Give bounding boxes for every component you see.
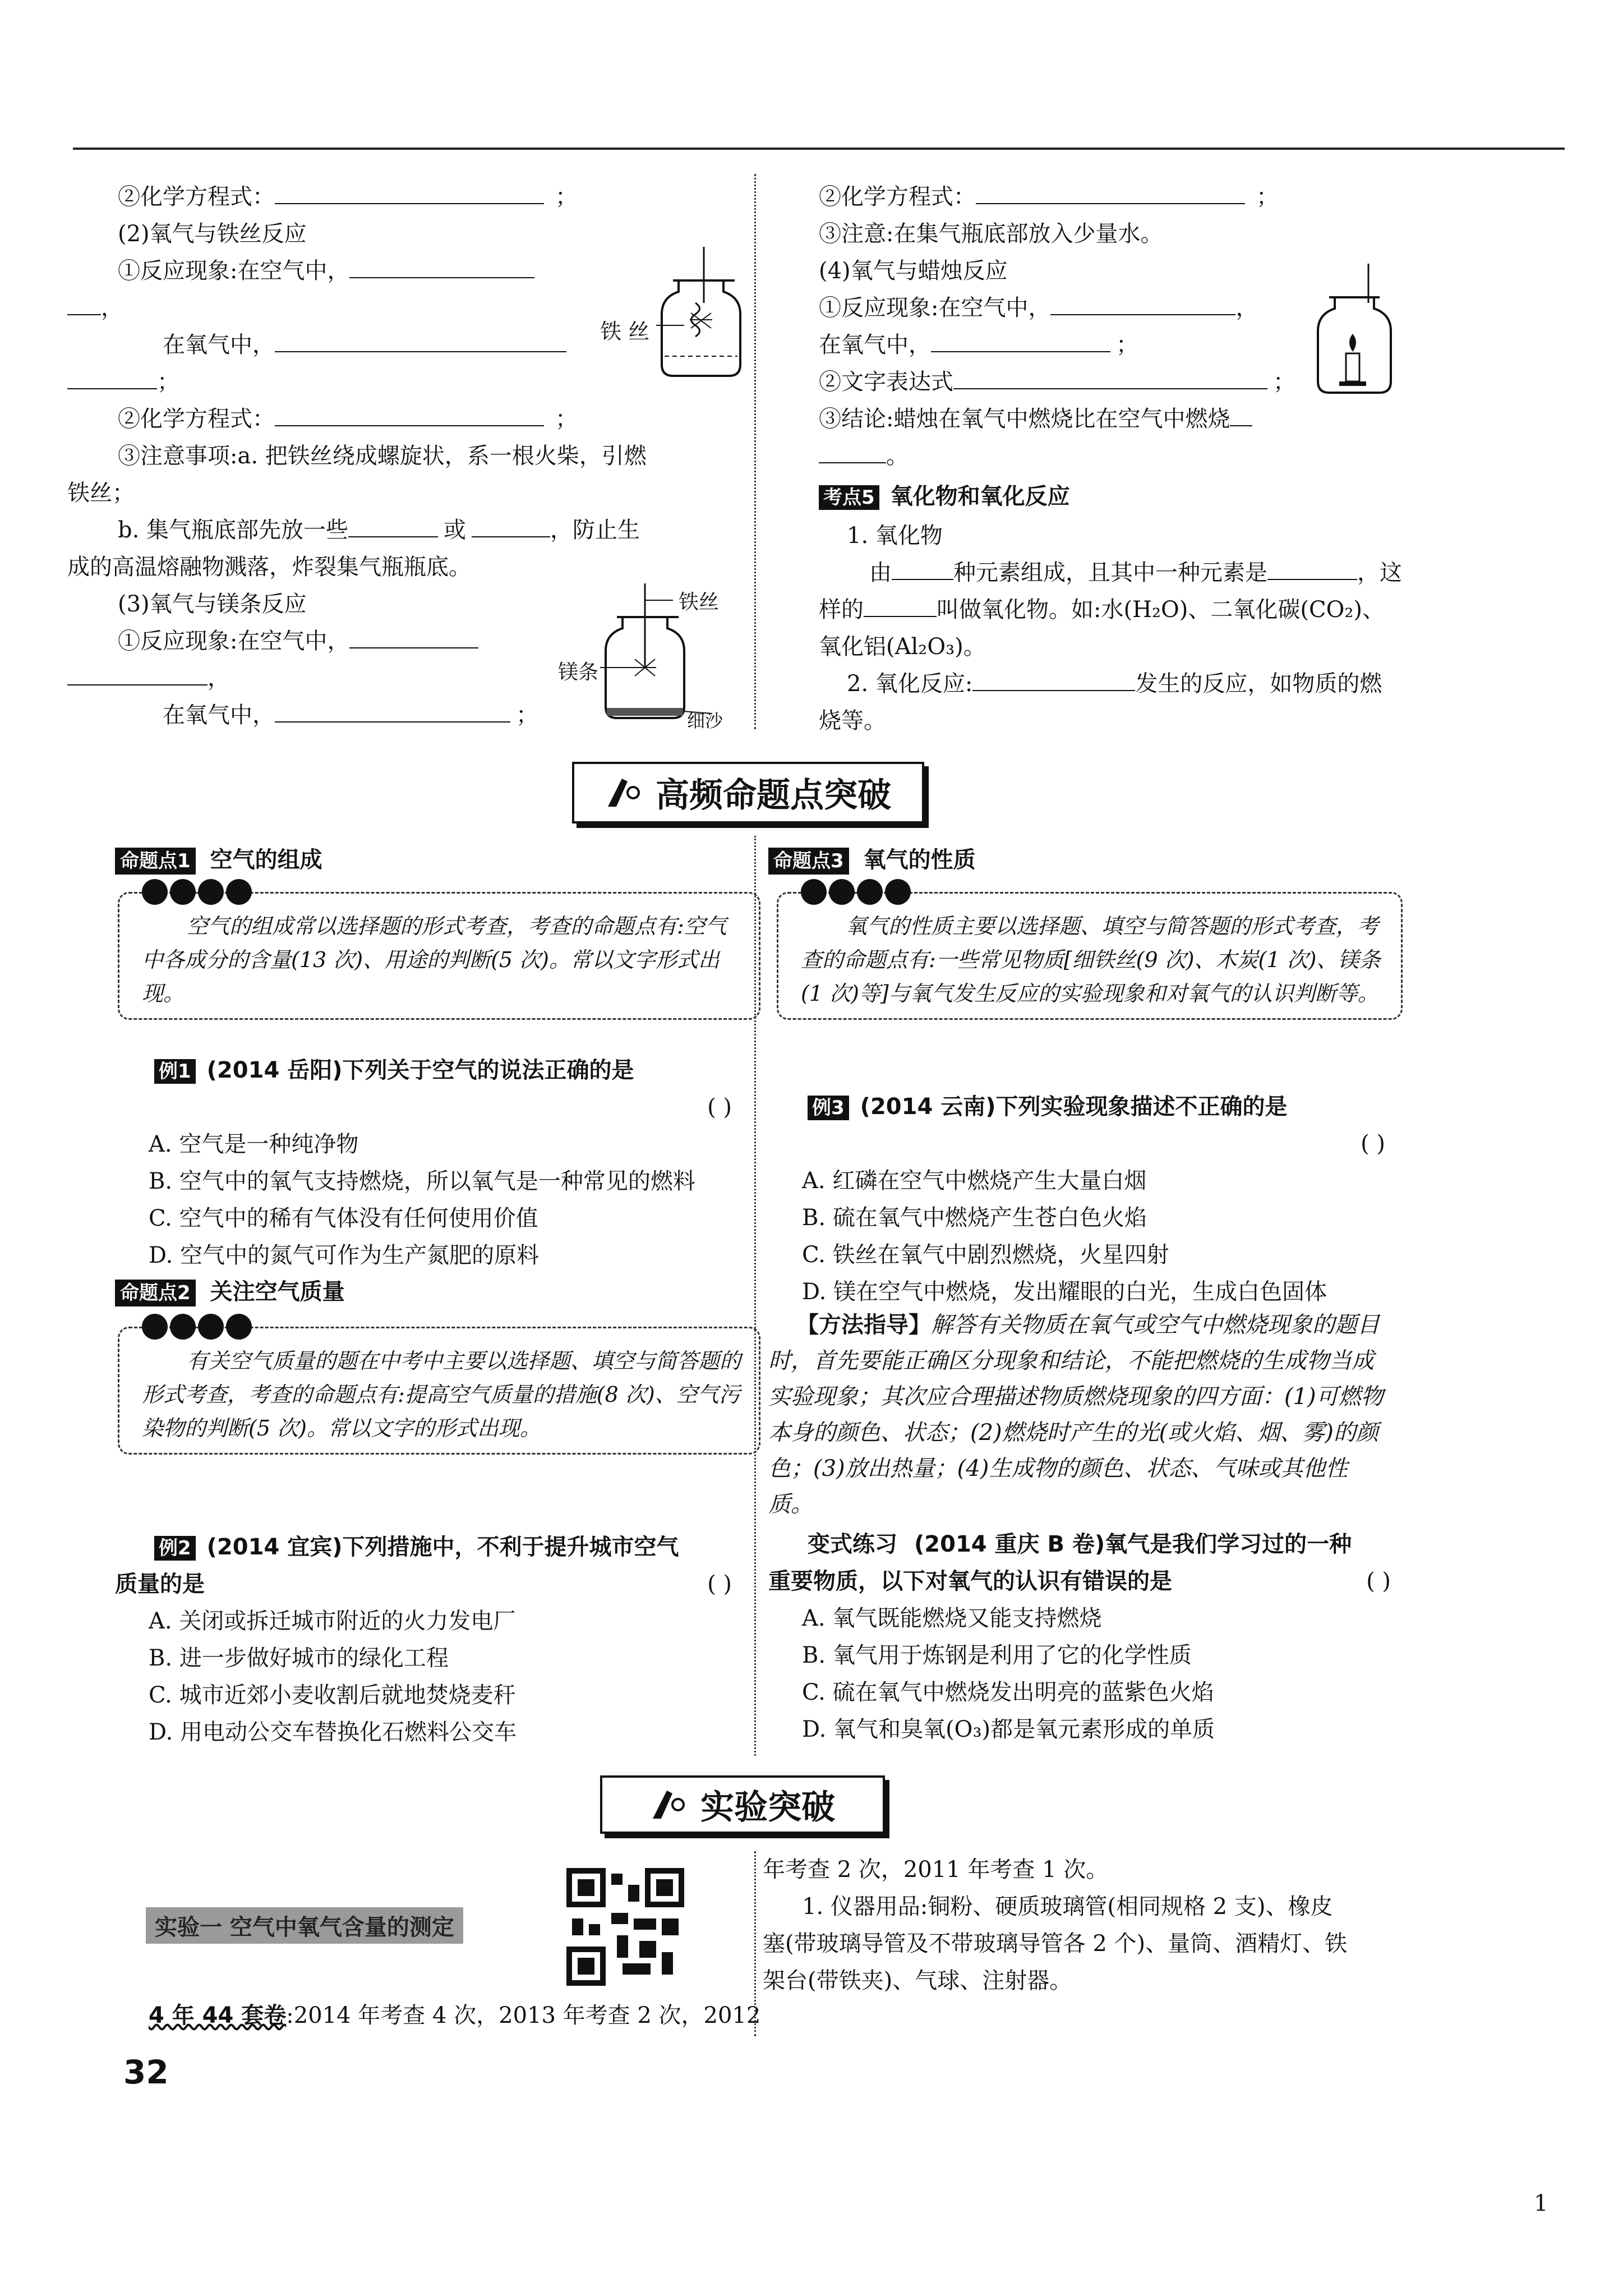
text: 种元素组成，且其中一种元素是	[953, 560, 1267, 586]
fill-blank[interactable]	[67, 366, 157, 389]
text: ；	[1256, 184, 1279, 210]
qr-code-icon[interactable]	[566, 1868, 684, 1986]
fill-blank[interactable]	[1230, 403, 1252, 426]
fill-blank[interactable]	[892, 556, 953, 580]
option-item[interactable]: B. 硫在氧气中燃烧产生苍白色火焰	[802, 1205, 1147, 1231]
question: (2014 重庆 B 卷)氧气是我们学习过的一种	[914, 1531, 1352, 1557]
text: (3)氧气与镁条反应	[118, 591, 307, 617]
text: ，	[1235, 295, 1258, 321]
options	[149, 1603, 732, 1751]
dots-decoration	[142, 879, 252, 905]
mt3-example	[802, 1088, 1385, 1310]
text: ①反应现象:在空气中，	[118, 628, 350, 654]
fill-blank[interactable]	[1050, 292, 1235, 315]
mt1-example	[149, 1052, 732, 1274]
column-separator-middle	[754, 836, 756, 1756]
answer-paren[interactable]: ( )	[707, 1571, 732, 1597]
options	[802, 1162, 1385, 1310]
dots-decoration	[801, 879, 911, 905]
option-item[interactable]: D. 空气中的氮气可作为生产氮肥的原料	[149, 1243, 540, 1268]
text: 在氧气中，	[163, 332, 275, 358]
text: 塞(带玻璃导管及不带玻璃导管各 2 个)、量筒、酒精灯、铁	[763, 1931, 1348, 1957]
section-title-text: 实验突破	[700, 1788, 835, 1827]
page-number: 32	[123, 2053, 169, 2091]
right-top-column	[819, 178, 1402, 739]
kaodian-title: 氧化物和氧化反应	[890, 484, 1070, 509]
option-item[interactable]: A. 红磷在空气中燃烧产生大量白烟	[802, 1168, 1147, 1194]
mt3-header	[768, 841, 976, 878]
text: ，	[101, 295, 123, 321]
option-item[interactable]: B. 进一步做好城市的绿化工程	[149, 1645, 449, 1671]
title: 氧气的性质	[863, 847, 976, 873]
option-item[interactable]: D. 用电动公交车替换化石燃料公交车	[149, 1719, 517, 1745]
section-title-experiment	[600, 1775, 885, 1834]
experiment-right	[763, 1851, 1385, 1999]
title: 关注空气质量	[210, 1279, 345, 1305]
option-item[interactable]: C. 空气中的稀有气体没有任何使用价值	[149, 1205, 538, 1231]
mt3-note-box	[777, 892, 1403, 1020]
pencil-icon	[650, 1788, 689, 1821]
fig2-label-left: 镁条	[558, 661, 599, 684]
kaodian-tag: 考点5	[819, 485, 879, 510]
fill-blank[interactable]	[349, 255, 534, 278]
text: ；	[1116, 332, 1138, 358]
text: 或	[444, 517, 467, 543]
option-item[interactable]: B. 氧气用于炼钢是利用了它的化学性质	[802, 1642, 1192, 1668]
example-tag: 例3	[808, 1096, 849, 1120]
fig2-label-top: 铁丝	[679, 591, 720, 614]
fill-blank[interactable]	[275, 329, 566, 352]
fill-blank[interactable]	[931, 329, 1110, 352]
question: 重要物质，以下对氧气的认识有错误的是	[768, 1568, 1172, 1594]
example-tag: 例2	[154, 1536, 196, 1561]
stat-label: 4 年 44 套卷	[149, 2003, 287, 2028]
question: 质量的是	[115, 1571, 205, 1597]
text: 在氧气中，	[163, 702, 275, 728]
experiment-title: 实验一 空气中氧气含量的测定	[146, 1907, 463, 1944]
text: ，	[208, 665, 230, 691]
mt2-example	[115, 1529, 732, 1751]
column-separator-top	[754, 174, 756, 729]
experiment-stat	[149, 1997, 760, 2034]
options	[802, 1600, 1391, 1748]
method-guide	[768, 1307, 1391, 1522]
text: ③结论:蜡烛在氧气中燃烧比在空气中燃烧	[819, 406, 1230, 432]
fill-blank[interactable]	[953, 366, 1267, 389]
fill-blank[interactable]	[976, 181, 1245, 204]
text: 氧化铝(Al₂O₃)。	[819, 634, 986, 660]
text: b. 集气瓶底部先放一些	[118, 517, 349, 543]
corner-number: 1	[1534, 2191, 1548, 2216]
column-separator-bottom	[754, 1851, 756, 2036]
text: 铁丝；	[67, 480, 135, 506]
section-title-high-frequency	[572, 762, 924, 823]
fill-blank[interactable]	[349, 625, 478, 648]
option-item[interactable]: D. 氧气和臭氧(O₃)都是氧元素形成的单质	[802, 1717, 1215, 1742]
text: 架台(带铁夹)、气球、注射器。	[763, 1968, 1072, 1994]
text: 。	[886, 443, 909, 469]
fill-blank[interactable]	[67, 292, 101, 315]
section-title-text: 高频命题点突破	[656, 776, 891, 815]
answer-paren[interactable]: ( )	[1361, 1131, 1385, 1157]
option-item[interactable]: A. 氧气既能燃烧又能支持燃烧	[802, 1605, 1102, 1631]
fill-blank[interactable]	[275, 181, 544, 204]
example-tag: 例1	[154, 1059, 196, 1084]
text: 由	[869, 560, 892, 586]
fig2-label-bottom: 细沙	[687, 710, 723, 731]
text: 叫做氧化物。如:水(H₂O)、二氧化碳(CO₂)、	[937, 597, 1385, 623]
top-rule	[73, 148, 1565, 150]
note-text: 氧气的性质主要以选择题、填空与简答题的形式考查，考查的命题点有:一些常见物质[细铁丝(9 次)、木炭(1 次)、镁条(1 次)等]与氧气发生反应的实验现象和对氧气的认识判断等。	[801, 914, 1381, 1006]
text: ；	[157, 369, 179, 395]
answer-paren[interactable]: ( )	[707, 1094, 732, 1120]
option-item[interactable]: A. 空气是一种纯净物	[149, 1131, 359, 1157]
question: (2014 岳阳)下列关于空气的说法正确的是	[206, 1057, 634, 1083]
mt1-header	[115, 841, 322, 878]
option-item[interactable]: A. 关闭或拆迁城市附近的火力发电厂	[149, 1608, 516, 1634]
text: ②化学方程式：	[118, 184, 275, 210]
text: ①反应现象:在空气中，	[118, 258, 350, 284]
variant-label: 变式练习	[808, 1531, 897, 1557]
fill-blank[interactable]	[67, 662, 208, 685]
text: (4)氧气与蜡烛反应	[819, 258, 1008, 284]
title: 空气的组成	[210, 847, 322, 873]
text: 样的	[819, 597, 864, 623]
mt2-note-box	[118, 1327, 760, 1455]
text: (2)氧气与铁丝反应	[118, 221, 307, 247]
fill-blank[interactable]	[972, 668, 1135, 691]
candle-flask-figure	[1307, 264, 1402, 398]
options	[149, 1126, 732, 1274]
text: ③注意:在集气瓶底部放入少量水。	[819, 221, 1163, 247]
stat-text: :2014 年考查 4 次，2013 年考查 2 次，2012	[286, 2003, 761, 2028]
text: ；	[516, 702, 538, 728]
dots-decoration	[142, 1314, 252, 1340]
tag: 命题点1	[115, 848, 196, 875]
text: 1. 氧化物	[847, 523, 943, 549]
method-label: 【方法指导】	[796, 1312, 931, 1338]
fill-blank[interactable]	[348, 514, 438, 537]
text: ；	[555, 406, 578, 432]
text: 2. 氧化反应:	[847, 671, 973, 697]
text: 年考查 2 次，2011 年考查 1 次。	[763, 1857, 1109, 1883]
text: ，这	[1357, 560, 1402, 586]
text: ，防止生	[550, 517, 640, 543]
text: ；	[1273, 369, 1295, 395]
option-item[interactable]: C. 硫在氧气中燃烧发出明亮的蓝紫色火焰	[802, 1680, 1214, 1705]
tag: 命题点3	[768, 848, 849, 875]
mt2-header	[115, 1273, 345, 1310]
text: ；	[555, 184, 578, 210]
text: ②文字表达式	[819, 369, 953, 395]
fill-blank[interactable]	[275, 403, 544, 426]
option-item[interactable]: C. 城市近郊小麦收割后就地焚烧麦秆	[149, 1682, 516, 1708]
method-text: 解答有关物质在氧气或空气中燃烧现象的题目时，首先要能正确区分现象和结论，不能把燃烧的生成物当成实验现象；其次应合理描述物质燃烧现象的四方面：(1)可燃物本身的颜色、状态；(2)燃烧时产生的光(或火焰、烟、雾)的颜色；(3)放出热量；(4)生成物的颜色、状态、气味或其他性质。	[768, 1312, 1384, 1517]
fill-blank[interactable]	[819, 440, 886, 463]
question: (2014 云南)下列实验现象描述不正确的是	[860, 1094, 1288, 1120]
note-text: 空气的组成常以选择题的形式考查，考查的命题点有:空气中各成分的含量(13 次)、用途的判断(5 次)。常以文字形式出现。	[142, 914, 727, 1006]
mt1-note-box	[118, 892, 760, 1020]
text: 1. 仪器用品:铜粉、硬质玻璃管(相同规格 2 支)、橡皮	[802, 1894, 1333, 1920]
option-item[interactable]: C. 铁丝在氧气中剧烈燃烧，火星四射	[802, 1242, 1169, 1268]
fill-blank[interactable]	[472, 514, 550, 537]
text: 在氧气中，	[819, 332, 931, 358]
text: ②化学方程式：	[819, 184, 976, 210]
note-text: 有关空气质量的题在中考中主要以选择题、填空与简答题的形式考查，考查的命题点有:提高空气质量的措施(8 次)、空气污染物的判断(5 次)。常以文字的形式出现。	[142, 1349, 741, 1441]
text: ③注意事项:a. 把铁丝绕成螺旋状，系一根火柴，引燃	[118, 443, 647, 469]
option-item[interactable]: D. 镁在空气中燃烧，发出耀眼的白光，生成白色固体	[802, 1279, 1327, 1305]
fill-blank[interactable]	[275, 699, 510, 723]
text: ①反应现象:在空气中，	[819, 295, 1051, 321]
text: 烧等。	[819, 708, 886, 734]
fill-blank[interactable]	[1267, 556, 1357, 580]
tag: 命题点2	[115, 1280, 196, 1306]
text: ②化学方程式：	[118, 406, 275, 432]
text: 发生的反应，如物质的燃	[1135, 671, 1382, 697]
option-item[interactable]: B. 空气中的氧气支持燃烧，所以氧气是一种常见的燃料	[149, 1168, 695, 1194]
answer-paren[interactable]: ( )	[1366, 1568, 1391, 1594]
variant-practice	[768, 1526, 1391, 1748]
text: 成的高温熔融物溅落，炸裂集气瓶瓶底。	[67, 554, 471, 580]
fill-blank[interactable]	[864, 593, 937, 617]
question: (2014 宜宾)下列措施中，不利于提升城市空气	[206, 1534, 679, 1560]
pencil-icon	[605, 776, 644, 809]
fig1-label: 铁 丝	[600, 319, 650, 344]
